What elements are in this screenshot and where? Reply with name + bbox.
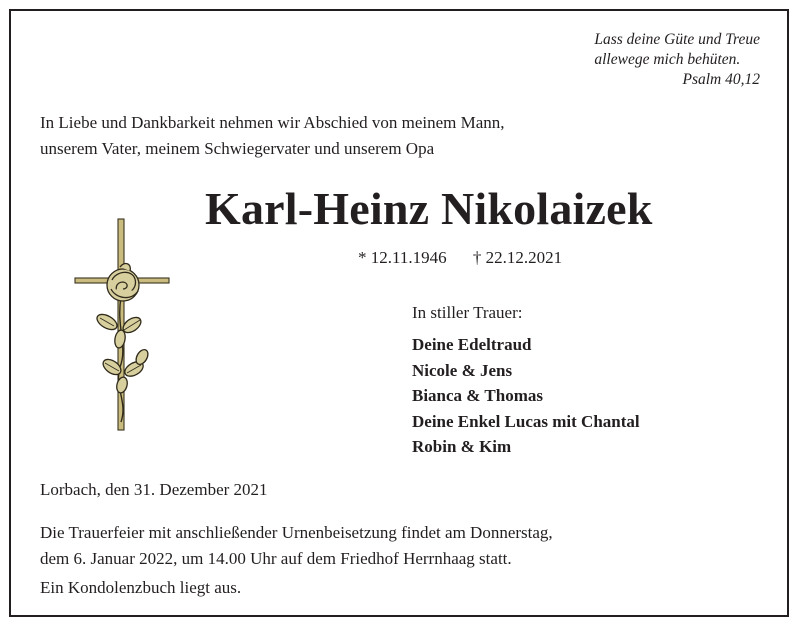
funeral-notice <box>40 520 553 572</box>
birth-date: * 12.11.1946 <box>358 248 447 267</box>
deceased-name: Karl-Heinz Nikolaizek <box>205 183 653 234</box>
mourner-name: Deine Enkel Lucas mit Chantal <box>412 411 640 431</box>
mourner-name: Robin & Kim <box>412 437 512 456</box>
death-date: † 22.12.2021 <box>472 248 563 267</box>
cross-with-rose-icon <box>72 217 172 432</box>
mourner-name: Bianca & Thomas <box>412 386 543 405</box>
bible-verse <box>594 30 760 90</box>
verse-reference: Psalm 40,12 <box>682 71 760 88</box>
life-dates <box>358 248 562 268</box>
mourner-name: Nicole & Jens <box>412 360 513 380</box>
intro-line: unserem Vater, meinem Schwiegervater und unserem Opa <box>40 139 435 158</box>
intro-line: In Liebe und Dankbarkeit nehmen wir Abschied von meinem Mann, <box>40 113 505 132</box>
mourner-name: Deine Edeltraud <box>412 335 532 354</box>
verse-line: Lass deine Güte und Treue <box>594 31 760 48</box>
place-and-date: Lorbach, den 31. Dezember 2021 <box>40 480 268 499</box>
verse-line: allewege mich behüten. <box>594 51 741 68</box>
intro-text <box>40 110 505 162</box>
mourners-heading: In stiller Trauer: <box>412 303 523 322</box>
notice-line: dem 6. Januar 2022, um 14.00 Uhr auf dem Friedhof Herrnhaag statt. <box>40 549 512 568</box>
mourners-list <box>412 302 640 460</box>
condolence-note: Ein Kondolenzbuch liegt aus. <box>40 578 242 597</box>
notice-line: Die Trauerfeier mit anschließender Urnenbeisetzung findet am Donnerstag, <box>40 523 553 542</box>
